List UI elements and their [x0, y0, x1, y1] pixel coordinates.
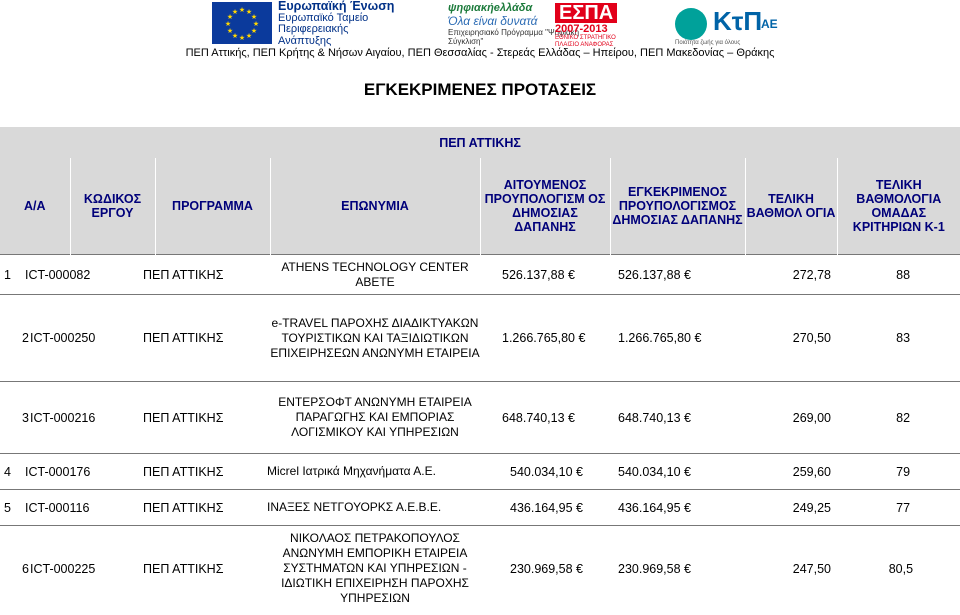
region-band-title: ΠΕΠ ΑΤΤΙΚΗΣ: [0, 127, 960, 158]
cell-code: ICT-000250: [30, 295, 115, 382]
col-final-score: ΤΕΛΙΚΗ ΒΑΘΜΟΛ ΟΓΙΑ: [745, 158, 837, 255]
cell-aa: 1: [0, 255, 70, 295]
table-row: [0, 454, 960, 490]
svg-text:★: ★: [231, 8, 239, 16]
cell-code: ICT-000082: [25, 255, 110, 295]
svg-text:★: ★: [226, 27, 234, 35]
table-row: [0, 490, 960, 526]
psifiaki-ellada-logo: ψηφιακήeλλάδα Όλα είναι δυνατά Επιχειρησιακό Πρόγραμμα "Ψηφιακή Σύγκλιση": [448, 2, 580, 46]
page-title: ΕΓΚΕΚΡΙΜΕΝΕΣ ΠΡΟΤΑΣΕΙΣ: [363, 80, 597, 99]
col-name: ΕΠΩΝΥΜΙΑ: [270, 158, 480, 255]
region-band: [0, 127, 960, 158]
cell-approved: 540.034,10 €: [610, 454, 745, 490]
cell-aa: 6: [0, 526, 70, 612]
cell-name: Micrel Ιατρικά Μηχανήματα Α.Ε.: [267, 454, 477, 490]
cell-name: ATHENS TECHNOLOGY CENTER ΑΒΕΤΕ: [270, 255, 480, 295]
svg-text:★: ★: [245, 32, 253, 40]
cell-score: 259,60: [739, 454, 831, 490]
cell-approved: 436.164,95 €: [610, 490, 745, 526]
eu-logo-text: Ευρωπαϊκή Ένωση Ευρωπαϊκό Ταμείο Περιφερειακής Ανάπτυξης: [278, 0, 395, 47]
cell-approved: 230.969,58 €: [610, 526, 745, 612]
svg-text:★: ★: [224, 20, 232, 28]
cell-group-score: 77: [837, 490, 960, 526]
cell-group-score: 88: [837, 255, 960, 295]
cell-code: ICT-000216: [30, 382, 115, 454]
cell-program: ΠΕΠ ΑΤΤΙΚΗΣ: [143, 382, 258, 454]
table-header: [0, 158, 960, 255]
col-code: ΚΩΔΙΚΟΣ ΕΡΓΟΥ: [70, 158, 155, 255]
cell-group-score: 83: [837, 295, 960, 382]
cell-name: ΙΝΑΞΕΣ ΝΕΤΓΟΥΟΡΚΣ Α.Ε.Β.Ε.: [267, 490, 477, 526]
col-group-score: ΤΕΛΙΚΗ ΒΑΘΜΟΛΟΓΙΑ ΟΜΑΔΑΣ ΚΡΙΤΗΡΙΩΝ Κ-1: [837, 158, 960, 255]
col-approved-budget: ΕΓΚΕΚΡΙΜΕΝΟΣ ΠΡΟΥΠΟΛΟΓΙΣΜΟΣ ΔΗΜΟΣΙΑΣ ΔΑΠΑΝΗΣ: [610, 158, 745, 255]
cell-requested: 230.969,58 €: [480, 526, 610, 612]
svg-text:★: ★: [231, 32, 239, 40]
cell-requested: 540.034,10 €: [480, 454, 610, 490]
cell-aa: 5: [0, 490, 70, 526]
table-row: [0, 295, 960, 382]
svg-text:★: ★: [250, 13, 258, 21]
table-row: [0, 382, 960, 454]
ktp-emblem-icon: [675, 8, 707, 40]
cell-program: ΠΕΠ ΑΤΤΙΚΗΣ: [143, 255, 258, 295]
col-requested-budget: ΑΙΤΟΥΜΕΝΟΣ ΠΡΟΥΠΟΛΟΓΙΣΜ ΟΣ ΔΗΜΟΣΙΑΣ ΔΑΠΑΝΗΣ: [480, 158, 610, 255]
table-row: [0, 526, 960, 612]
cell-name: ΝΙΚΟΛΑΟΣ ΠΕΤΡΑΚΟΠΟΥΛΟΣ ΑΝΩΝΥΜΗ ΕΜΠΟΡΙΚΗ ΕΤΑΙΡΕΙΑ ΣΥΣΤΗΜΑΤΩΝ ΚΑΙ ΥΠΗΡΕΣΙΩΝ - ΙΔΙΩΤΙΚΗ ΕΠΙΧΕΙΡΗΣΗ ΠΑΡΟΧΗΣ ΥΠΗΡΕΣΙΩΝ: [270, 526, 480, 612]
table-row: [0, 255, 960, 295]
svg-text:★: ★: [245, 8, 253, 16]
cell-group-score: 79: [837, 454, 960, 490]
cell-requested: 648.740,13 €: [480, 382, 610, 454]
cell-score: 249,25: [739, 490, 831, 526]
svg-text:★: ★: [226, 13, 234, 21]
cell-group-score: 80,5: [837, 526, 960, 612]
logo-bar: ★ ★ ★ ★ ★ ★ ★ ★ ★ ★ ★ ★ Ευρωπαϊκή Ένωση Ευρωπαϊκό Ταμείο Περιφερειακής Ανάπτυξης ψηφιακήeλλάδα Όλα είναι δυνατά Επιχειρησιακό Πρόγραμμα "Ψηφιακή Σύγκλιση" ΕΣΠΑ 2007-2013 ΕΘΝΙΚΟ ΣΤΡΑΤΗΓΙΚΟ ΠΛΑΙΣΙΟ ΑΝΑΦΟΡΑΣ ΚτΠ ΑΕ Ποιότητα ζωής για όλους: [0, 0, 960, 50]
cell-aa: 2: [0, 295, 70, 382]
svg-text:★: ★: [250, 27, 258, 35]
cell-name: ΕΝΤΕΡΣΟΦΤ ΑΝΩΝΥΜΗ ΕΤΑΙΡΕΙΑ ΠΑΡΑΓΩΓΗΣ ΚΑΙ ΕΜΠΟΡΙΑΣ ΛΟΓΙΣΜΙΚΟΥ ΚΑΙ ΥΠΗΡΕΣΙΩΝ: [270, 382, 480, 454]
cell-name: e-TRAVEL ΠΑΡΟΧΗΣ ΔΙΑΔΙΚΤΥΑΚΩΝ ΤΟΥΡΙΣΤΙΚΩΝ ΚΑΙ ΤΑΞΙΔΙΩΤΙΚΩΝ ΕΠΙΧΕΙΡΗΣΕΩΝ ΑΝΩΝΥΜΗ ΕΤΑΙΡΕΙΑ: [270, 295, 480, 382]
cell-approved: 1.266.765,80 €: [610, 295, 745, 382]
cell-aa: 4: [0, 454, 70, 490]
cell-program: ΠΕΠ ΑΤΤΙΚΗΣ: [143, 295, 258, 382]
cell-program: ΠΕΠ ΑΤΤΙΚΗΣ: [143, 454, 258, 490]
programs-subtitle: ΠΕΠ Αττικής, ΠΕΠ Κρήτης & Νήσων Αιγαίου, ΠΕΠ Θεσσαλίας - Στερεάς Ελλάδας – Ηπείρου, ΠΕΠ Μακεδονίας – Θράκης: [185, 47, 775, 59]
approved-proposals-table: [0, 127, 960, 612]
espa-logo: ΕΣΠΑ 2007-2013 ΕΘΝΙΚΟ ΣΤΡΑΤΗΓΙΚΟ ΠΛΑΙΣΙΟ ΑΝΑΦΟΡΑΣ: [555, 2, 616, 48]
cell-requested: 436.164,95 €: [480, 490, 610, 526]
eu-flag-icon: [212, 2, 272, 44]
cell-code: ICT-000116: [25, 490, 110, 526]
cell-program: ΠΕΠ ΑΤΤΙΚΗΣ: [143, 490, 258, 526]
cell-score: 270,50: [739, 295, 831, 382]
col-program: ΠΡΟΓΡΑΜΜΑ: [155, 158, 270, 255]
cell-requested: 1.266.765,80 €: [480, 295, 610, 382]
svg-text:★: ★: [238, 6, 246, 14]
cell-code: ICT-000225: [30, 526, 115, 612]
svg-text:★: ★: [238, 34, 246, 42]
cell-score: 269,00: [739, 382, 831, 454]
svg-text:★: ★: [252, 20, 260, 28]
cell-approved: 526.137,88 €: [610, 255, 745, 295]
col-aa: Α/Α: [0, 158, 70, 255]
cell-score: 272,78: [739, 255, 831, 295]
cell-requested: 526.137,88 €: [480, 255, 610, 295]
cell-score: 247,50: [739, 526, 831, 612]
cell-approved: 648.740,13 €: [610, 382, 745, 454]
cell-aa: 3: [0, 382, 70, 454]
cell-code: ICT-000176: [25, 454, 110, 490]
cell-program: ΠΕΠ ΑΤΤΙΚΗΣ: [143, 526, 258, 612]
cell-group-score: 82: [837, 382, 960, 454]
